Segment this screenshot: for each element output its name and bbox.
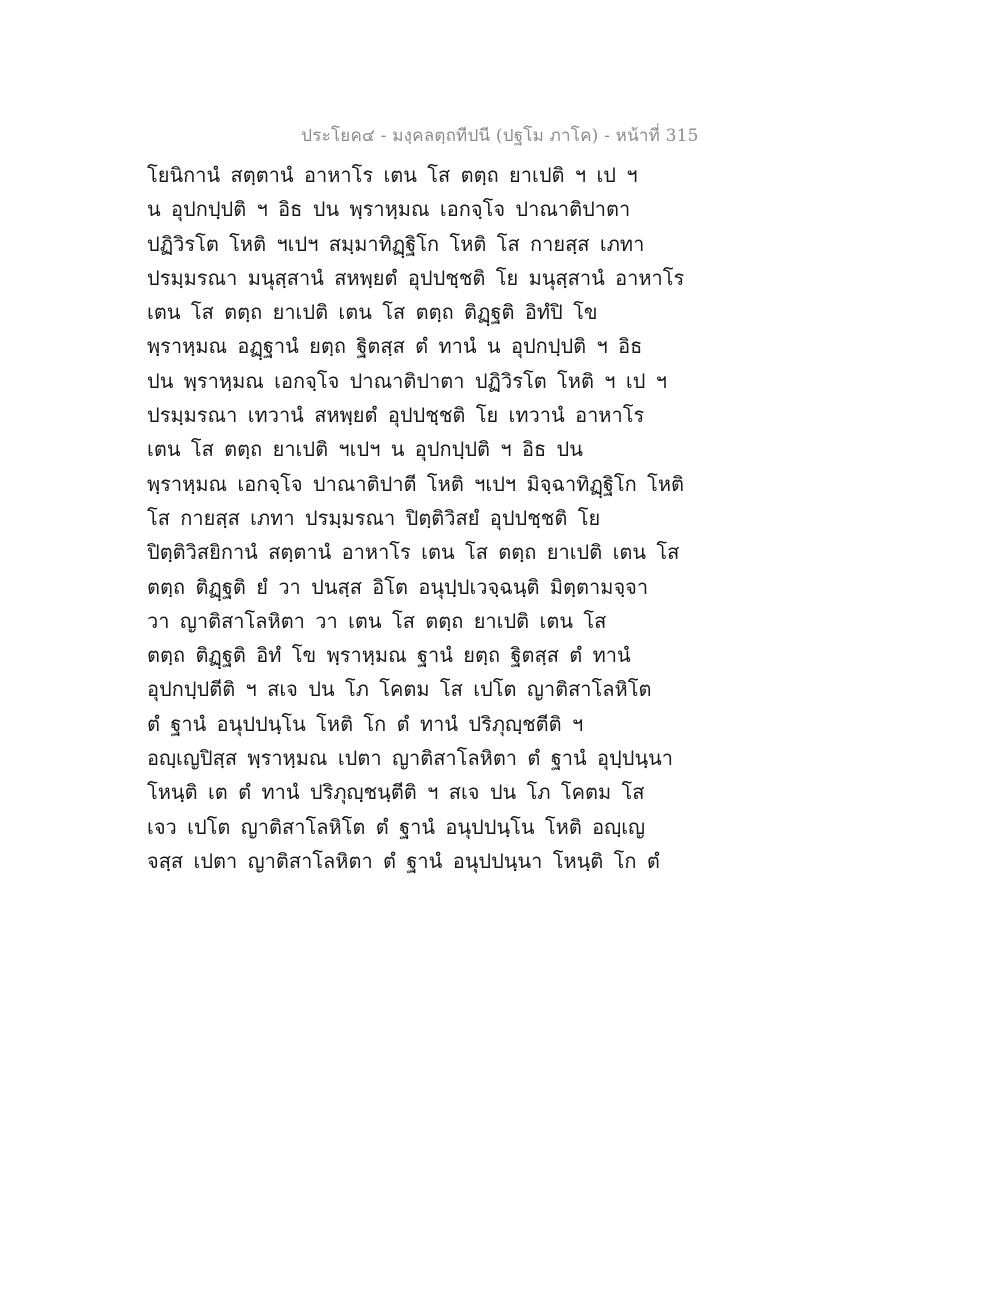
text-line-20: เจว เปโต ญาติสาโลหิโต ตํ ฐานํ อนุปปนฺโน โหติ อญฺเญ	[147, 814, 646, 839]
text-line-5: เตน โส ตตฺถ ยาเปติ เตน โส ตตฺถ ติฏฺฐติ อิทํปิ โข	[147, 300, 598, 325]
text-line-9: เตน โส ตตฺถ ยาเปติ ฯเปฯ น อุปกปฺปติ ฯ อิธ ปน	[147, 437, 583, 462]
text-line-2: น อุปกปฺปติ ฯ อิธ ปน พฺราหฺมณ เอกจฺโจ ปาณาติปาตา	[147, 197, 631, 222]
text-line-1: โยนิกานํ สตฺตานํ อาหาโร เตน โส ตตฺถ ยาเปติ ฯ เป ฯ	[147, 163, 638, 187]
text-line-3: ปฏิวิรโต โหติ ฯเปฯ สมฺมาทิฏฺฐิโก โหติ โส กายสฺส เภทา	[147, 231, 645, 256]
text-line-11: โส กายสฺส เภทา ปรมฺมรณา ปิตฺติวิสยํ อุปปชฺชติ โย	[147, 505, 601, 530]
text-line-14: วา ญาติสาโลหิตา วา เตน โส ตตฺถ ยาเปติ เตน โส	[147, 608, 607, 633]
text-line-4: ปรมฺมรณา มนุสฺสานํ สหพฺยตํ อุปปชฺชติ โย มนุสฺสานํ อาหาโร	[147, 265, 685, 290]
text-line-13: ตตฺถ ติฏฺฐติ ยํ วา ปนสฺส อิโต อนุปฺปเวจฺฉนฺติ มิตฺตามจฺจา	[147, 574, 649, 599]
text-line-21: จสฺส เปตา ญาติสาโลหิตา ตํ ฐานํ อนุปปนฺนา โหนฺติ โก ตํ	[147, 848, 660, 873]
text-line-17: ตํ ฐานํ อนุปปนฺโน โหติ โก ตํ ทานํ ปริภุญฺชตีติ ฯ	[147, 711, 584, 736]
text-line-7: ปน พฺราหฺมณ เอกจฺโจ ปาณาติปาตา ปฏิวิรโต โหติ ฯ เป ฯ	[147, 368, 668, 393]
text-line-6: พฺราหฺมณ อฏฺฐานํ ยตฺถ ฐิตสฺส ตํ ทานํ น อุปกปฺปติ ฯ อิธ	[147, 334, 643, 359]
text-line-12: ปิตฺติวิสยิกานํ สตฺตานํ อาหาโร เตน โส ตตฺถ ยาเปติ เตน โส	[147, 540, 680, 565]
text-line-8: ปรมฺมรณา เทวานํ สหพฺยตํ อุปปชฺชติ โย เทวานํ อาหาโร	[147, 403, 645, 428]
text-line-19: โหนฺติ เต ตํ ทานํ ปริภุญฺชนฺตีติ ฯ สเจ ปน โภ โคตม โส	[147, 780, 645, 805]
text-line-16: อุปกปฺปตีติ ฯ สเจ ปน โภ โคตม โส เปโต ญาติสาโลหิโต	[147, 677, 652, 702]
text-line-15: ตตฺถ ติฏฺฐติ อิทํ โข พฺราหฺมณ ฐานํ ยตฺถ ฐิตสฺส ตํ ทานํ	[147, 643, 631, 668]
text-line-10: พฺราหฺมณ เอกจฺโจ ปาณาติปาตี โหติ ฯเปฯ มิจฺฉาทิฏฺฐิโก โหติ	[147, 471, 685, 496]
running-header	[0, 122, 1000, 149]
text-line-18: อญฺเญปิสฺส พฺราหฺมณ เปตา ญาติสาโลหิตา ตํ ฐานํ อุปฺปนฺนา	[147, 746, 674, 771]
running-header-text: ประโยค๔ - มงฺคลตฺถทีปนี (ปฐโม ภาโค) - หน้าที่ 315	[301, 126, 699, 146]
body-text	[147, 158, 707, 878]
